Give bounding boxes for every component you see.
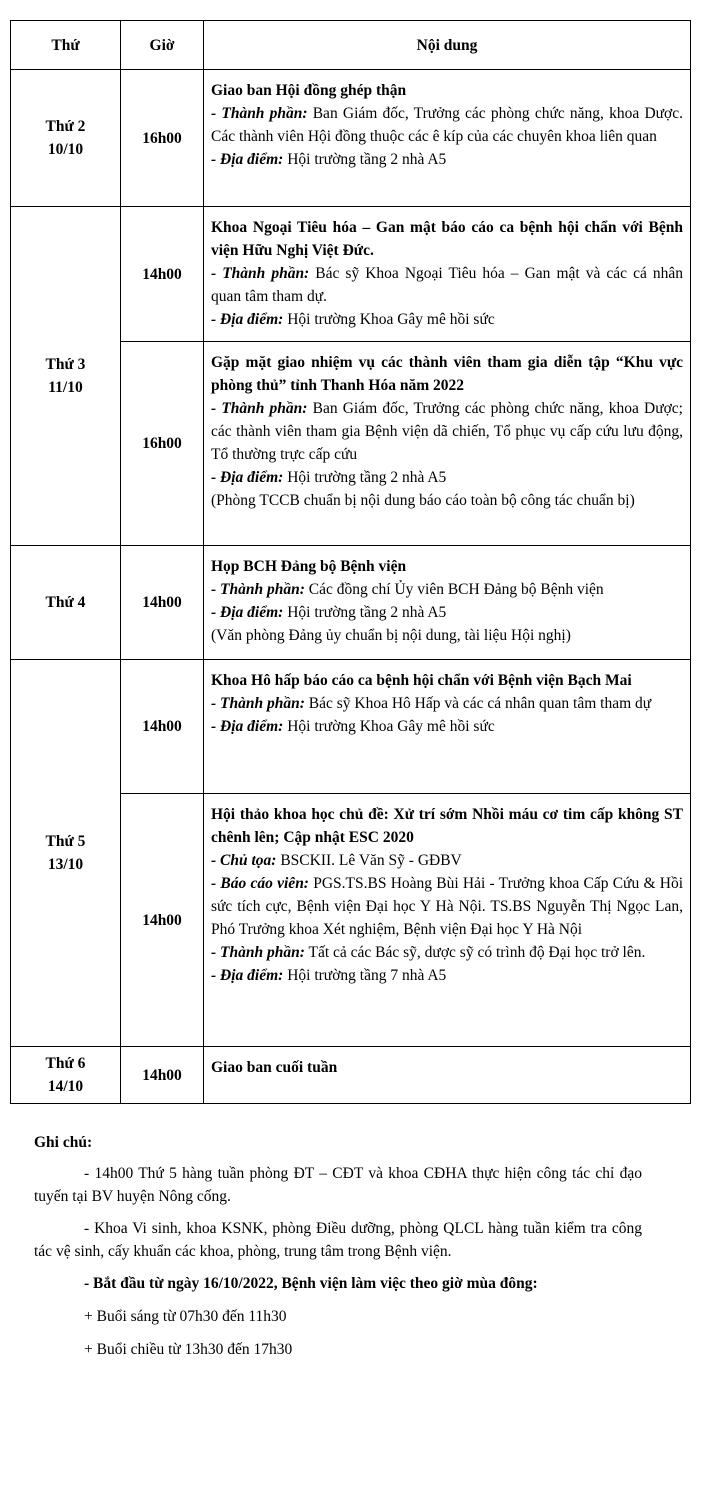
- event-line-label: - Chủ tọa:: [211, 852, 277, 869]
- event-line: [211, 262, 683, 308]
- event-line-text: Hội trường Khoa Gây mê hồi sức: [283, 311, 495, 328]
- time-cell: 14h00: [121, 1047, 204, 1104]
- event-line-label: - Thành phần:: [211, 695, 305, 712]
- event-title: Khoa Hô hấp báo cáo ca bệnh hội chẩn với Bệnh viện Bạch Mai: [211, 672, 632, 689]
- event-content: [204, 70, 691, 207]
- event-note: (Văn phòng Đảng ủy chuẩn bị nội dung, tài liệu Hội nghị): [211, 627, 571, 644]
- event-line: [211, 715, 683, 738]
- event-line: [211, 941, 683, 964]
- event-line: [211, 964, 683, 987]
- day-date: 10/10: [47, 141, 84, 158]
- event-line-label: - Địa điểm:: [211, 469, 284, 486]
- event-content: [204, 1047, 691, 1104]
- event-content: [204, 794, 691, 1047]
- note-item-afternoon: + Buổi chiều từ 13h30 đến 17h30: [84, 1341, 293, 1358]
- event-title: Khoa Ngoại Tiêu hóa – Gan mật báo cáo ca bệnh hội chẩn với Bệnh viện Hữu Nghị Việt Đức.: [211, 219, 683, 259]
- event-line-label: - Thành phần:: [211, 944, 305, 961]
- day-cell-wed: [11, 546, 121, 660]
- day-label: Thứ 3: [45, 356, 86, 373]
- notes-section: [34, 1131, 642, 1370]
- header-content: Nội dung: [204, 21, 691, 70]
- event-line-text: Hội trường tầng 2 nhà A5: [283, 469, 447, 486]
- header-day: Thứ: [11, 21, 121, 70]
- event-line-label: - Báo cáo viên:: [211, 875, 309, 892]
- event-line: [211, 849, 683, 872]
- event-title: Gặp mặt giao nhiệm vụ các thành viên tham gia diễn tập “Khu vực phòng thủ” tỉnh Thanh Hóa năm 2022: [211, 354, 683, 394]
- event-title: Hội thảo khoa học chủ đề: Xử trí sớm Nhồi máu cơ tim cấp không ST chênh lên; Cập nhật ESC 2020: [211, 806, 683, 846]
- table-row: [11, 207, 691, 342]
- table-row: [11, 1047, 691, 1104]
- event-line: [211, 397, 683, 466]
- note-item: - 14h00 Thứ 5 hàng tuần phòng ĐT – CĐT và khoa CĐHA thực hiện công tác chỉ đạo tuyến tại BV huyện Nông cống.: [34, 1165, 642, 1205]
- event-line-label: - Địa điểm:: [211, 151, 284, 168]
- time-cell: 14h00: [121, 794, 204, 1047]
- event-line-text: Bác sỹ Khoa Hô Hấp và các cá nhân quan tâm tham dự: [304, 695, 652, 712]
- notes-title: Ghi chú:: [34, 1134, 93, 1151]
- event-line: [211, 692, 683, 715]
- event-line: [211, 102, 683, 148]
- day-date: 11/10: [48, 379, 83, 396]
- event-content: [204, 660, 691, 794]
- event-content: [204, 546, 691, 660]
- day-label: Thứ 5: [45, 833, 86, 850]
- day-cell-fri: [11, 1047, 121, 1104]
- note-item-winter-hours: - Bắt đầu từ ngày 16/10/2022, Bệnh viện làm việc theo giờ mùa đông:: [84, 1275, 538, 1292]
- time-cell: 16h00: [121, 70, 204, 207]
- day-date: 14/10: [47, 1078, 84, 1095]
- event-line-text: PGS.TS.BS Hoàng Bùi Hải - Trưởng khoa Cấp Cứu & Hồi sức tích cực, Bệnh viện Đại học Y Hà Nội. TS.BS Nguyễn Thị Ngọc Lan, Phó Trưởng khoa Xét nghiệm, Bệnh viện Đại học Y Hà Nội: [211, 875, 683, 938]
- event-line-text: Tất cả các Bác sỹ, dược sỹ có trình độ Đại học trở lên.: [304, 944, 646, 961]
- day-cell-tue: [11, 207, 121, 546]
- day-label: Thứ 6: [45, 1055, 86, 1072]
- event-line-text: Ban Giám đốc, Trưởng các phòng chức năng, khoa Dược. Các thành viên Hội đồng thuộc các ê kíp của các chuyên khoa liên quan: [211, 105, 683, 145]
- note-item: - Khoa Vi sinh, khoa KSNK, phòng Điều dưỡng, phòng QLCL hàng tuần kiểm tra công tác vệ sinh, cấy khuẩn các khoa, phòng, trung tâm trong Bệnh viện.: [34, 1220, 642, 1260]
- event-line-text: Bác sỹ Khoa Ngoại Tiêu hóa – Gan mật và các cá nhân quan tâm tham dự.: [211, 265, 683, 305]
- event-line: [211, 601, 683, 624]
- day-cell-thu: [11, 660, 121, 1047]
- day-date: 13/10: [47, 856, 84, 873]
- note-item-morning: + Buổi sáng từ 07h30 đến 11h30: [84, 1308, 287, 1325]
- event-title: Giao ban Hội đồng ghép thận: [211, 82, 407, 99]
- table-row: [11, 546, 691, 660]
- event-content: [204, 207, 691, 342]
- event-line-label: - Địa điểm:: [211, 718, 284, 735]
- table-row: [11, 70, 691, 207]
- event-line-text: Các đồng chí Ủy viên BCH Đảng bộ Bệnh viện: [304, 581, 604, 598]
- time-cell: 16h00: [121, 342, 204, 546]
- day-label: Thứ 4: [45, 594, 86, 611]
- table-row: [11, 660, 691, 794]
- event-note: (Phòng TCCB chuẩn bị nội dung báo cáo toàn bộ công tác chuẩn bị): [211, 492, 635, 509]
- event-line-label: - Thành phần:: [211, 265, 310, 282]
- event-line: [211, 466, 683, 489]
- header-time: Giờ: [121, 21, 204, 70]
- event-line: [211, 308, 683, 331]
- day-cell-mon: [11, 70, 121, 207]
- time-cell: 14h00: [121, 546, 204, 660]
- event-line-label: - Địa điểm:: [211, 311, 284, 328]
- event-title: Họp BCH Đảng bộ Bệnh viện: [211, 558, 407, 575]
- header-row: [11, 21, 691, 70]
- day-label: Thứ 2: [45, 118, 86, 135]
- event-line: [211, 148, 683, 171]
- time-cell: 14h00: [121, 207, 204, 342]
- event-line-label: - Địa điểm:: [211, 967, 284, 984]
- event-line-label: - Thành phần:: [211, 581, 305, 598]
- event-line-text: Hội trường tầng 7 nhà A5: [283, 967, 447, 984]
- event-line-label: - Thành phần:: [211, 400, 308, 417]
- event-line-text: Hội trường tầng 2 nhà A5: [283, 151, 447, 168]
- time-cell: 14h00: [121, 660, 204, 794]
- event-line-label: - Thành phần:: [211, 105, 308, 122]
- event-line-text: Hội trường tầng 2 nhà A5: [283, 604, 447, 621]
- event-line-label: - Địa điểm:: [211, 604, 284, 621]
- event-line: [211, 578, 683, 601]
- event-line: [211, 872, 683, 941]
- event-title: Giao ban cuối tuần: [211, 1059, 338, 1076]
- event-line-text: BSCKII. Lê Văn Sỹ - GĐBV: [276, 852, 462, 869]
- schedule-table: [10, 20, 691, 1104]
- event-content: [204, 342, 691, 546]
- event-line-text: Hội trường Khoa Gây mê hồi sức: [283, 718, 495, 735]
- event-line-text: Ban Giám đốc, Trưởng các phòng chức năng, khoa Dược; các thành viên tham gia Bệnh viện dã chiến, Tổ phục vụ cấp cứu lưu động, Tổ thường trực cấp cứu: [211, 400, 683, 463]
